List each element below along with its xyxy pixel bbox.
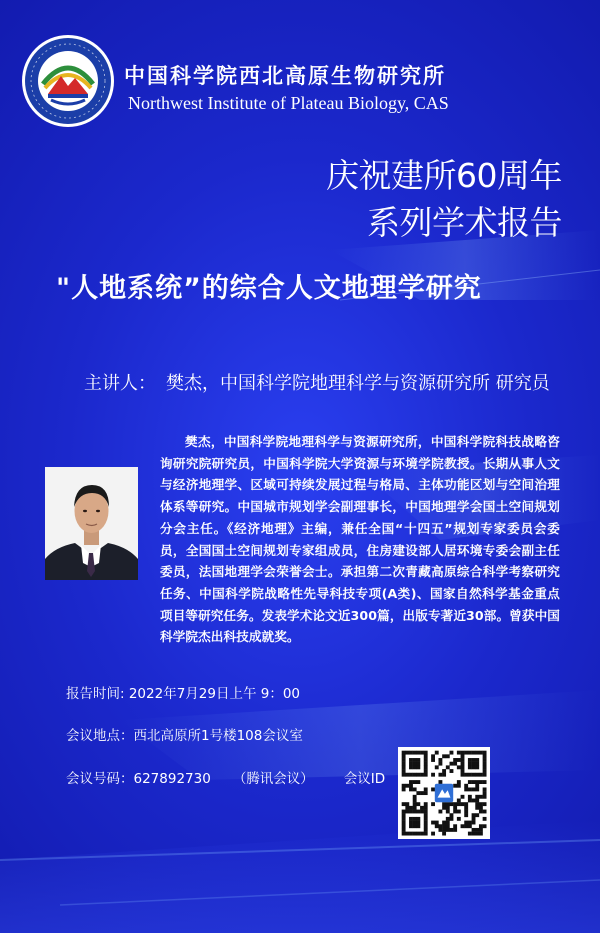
qr-module — [479, 828, 483, 832]
qr-module — [420, 832, 424, 836]
qr-module — [472, 751, 476, 755]
qr-module — [438, 828, 442, 832]
qr-module — [424, 773, 428, 777]
qr-module — [483, 765, 487, 769]
qr-module — [413, 810, 417, 814]
qr-module — [475, 765, 479, 769]
qr-module — [442, 824, 446, 828]
qr-module — [457, 780, 461, 784]
qr-module — [479, 810, 483, 814]
qr-module — [450, 828, 454, 832]
qr-module — [468, 787, 472, 791]
qr-module — [461, 824, 465, 828]
qr-module — [483, 817, 487, 821]
qr-module — [446, 765, 450, 769]
qr-module — [431, 773, 435, 777]
qr-module — [472, 832, 476, 836]
qr-module — [416, 821, 420, 825]
qr-module — [464, 824, 468, 828]
qr-module — [424, 828, 428, 832]
qr-module — [409, 806, 413, 810]
qr-module — [461, 762, 465, 766]
qr-module — [464, 802, 468, 806]
qr-module — [416, 791, 420, 795]
qr-module — [475, 813, 479, 817]
qr-module — [461, 765, 465, 769]
qr-module — [479, 824, 483, 828]
qr-module — [402, 824, 406, 828]
qr-module — [402, 754, 406, 758]
qr-module — [450, 751, 454, 755]
qr-module — [424, 810, 428, 814]
qr-module — [402, 817, 406, 821]
qr-module — [413, 821, 417, 825]
qr-module — [450, 813, 454, 817]
qr-module — [464, 773, 468, 777]
qr-module — [402, 821, 406, 825]
qr-module — [450, 762, 454, 766]
qr-module — [479, 780, 483, 784]
qr-module — [438, 758, 442, 762]
qr-module — [409, 773, 413, 777]
qr-module — [464, 821, 468, 825]
qr-module — [472, 780, 476, 784]
qr-module — [472, 773, 476, 777]
speaker-line — [84, 369, 564, 395]
qr-module — [475, 762, 479, 766]
qr-module — [413, 758, 417, 762]
qr-module — [413, 765, 417, 769]
qr-module — [413, 806, 417, 810]
qr-module — [442, 806, 446, 810]
qr-module — [461, 754, 465, 758]
qr-module — [416, 773, 420, 777]
meeting-id-label: 会议ID — [343, 771, 386, 787]
qr-module — [472, 787, 476, 791]
qr-module — [442, 802, 446, 806]
qr-module — [402, 828, 406, 832]
qr-module — [442, 754, 446, 758]
qr-module — [416, 780, 420, 784]
qr-module — [461, 751, 465, 755]
qr-module — [424, 787, 428, 791]
qr-module — [453, 784, 457, 788]
qr-module — [483, 810, 487, 814]
qr-module — [453, 810, 457, 814]
qr-module — [453, 762, 457, 766]
qr-module — [464, 810, 468, 814]
qr-module — [435, 824, 439, 828]
qr-module — [424, 791, 428, 795]
qr-module — [420, 806, 424, 810]
qr-module — [424, 754, 428, 758]
qr-module — [475, 773, 479, 777]
talk-title: "人地系统”的综合人文地理学研究 — [56, 273, 482, 304]
qr-module — [457, 751, 461, 755]
qr-module — [475, 751, 479, 755]
qr-module — [402, 802, 406, 806]
qr-module — [431, 754, 435, 758]
qr-module — [468, 758, 472, 762]
qr-module — [435, 821, 439, 825]
qr-module — [416, 765, 420, 769]
qr-module — [413, 817, 417, 821]
qr-module — [472, 765, 476, 769]
qr-module — [409, 762, 413, 766]
qr-module — [468, 832, 472, 836]
qr-module — [464, 787, 468, 791]
qr-module — [483, 769, 487, 773]
qr-module — [483, 802, 487, 806]
qr-module — [409, 810, 413, 814]
qr-module — [442, 828, 446, 832]
qr-module — [450, 769, 454, 773]
qr-module — [402, 758, 406, 762]
qr-module — [472, 762, 476, 766]
qr-module — [409, 765, 413, 769]
qr-module — [409, 817, 413, 821]
qr-module — [409, 824, 413, 828]
qr-module — [409, 751, 413, 755]
qr-module — [416, 817, 420, 821]
qr-module — [416, 832, 420, 836]
qr-module — [438, 780, 442, 784]
qr-module — [461, 758, 465, 762]
qr-module — [416, 751, 420, 755]
qr-module — [457, 799, 461, 803]
qr-module — [424, 817, 428, 821]
qr-module — [461, 795, 465, 799]
qr-module — [483, 780, 487, 784]
qr-module — [457, 758, 461, 762]
speaker-bio: 樊杰，中国科学院地理科学与资源研究所，中国科学院科技战略咨询研究院研究员，中国科学院大学资源与环境学院教授。长期从事人文与经济地理学、区域可持续发展过程与格局、主体功能区划与空间治理体系等研究。中国城市规划学会副理事长，中国地理学会国土空间规划分会主任。《经济地理》主编，兼任全国“十四五”规划专家委员会委员，全国国土空间规划专家组成员，住房建设部人居环境专委会副主任委员，法国地理学会荣誉会士。承担第二次青藏高原综合科学考察研究任务、中国科学院战略性先导科技专项(A类)、国家自然科学基金重点项目等研究任务。发表学术论文近300篇，出版专著近30部。曾获中国科学院杰出科技成就奖。 — [160, 434, 560, 645]
speaker-name-affiliation: 樊杰，中国科学院地理科学与资源研究所 研究员 — [166, 373, 550, 394]
qr-module — [409, 758, 413, 762]
qr-module — [424, 824, 428, 828]
qr-module — [424, 821, 428, 825]
qr-module — [461, 773, 465, 777]
event-time: 报告时间: 2022年7月29日上午 9：00 — [66, 686, 301, 702]
institute-logo — [21, 34, 115, 128]
qr-module — [435, 751, 439, 755]
qr-module — [468, 773, 472, 777]
qr-module — [475, 828, 479, 832]
qr-code-pattern — [398, 747, 490, 839]
qr-module — [405, 751, 409, 755]
qr-module — [453, 758, 457, 762]
qr-module — [483, 762, 487, 766]
qr-module — [475, 780, 479, 784]
qr-module — [453, 802, 457, 806]
qr-module — [438, 762, 442, 766]
qr-module — [450, 802, 454, 806]
qr-module — [413, 773, 417, 777]
qr-module — [479, 795, 483, 799]
qr-module — [483, 795, 487, 799]
qr-module — [464, 751, 468, 755]
qr-module — [479, 802, 483, 806]
qr-module — [483, 824, 487, 828]
qr-module — [475, 795, 479, 799]
institute-name-cn: 中国科学院西北高原生物研究所 — [124, 63, 446, 88]
qr-module — [424, 762, 428, 766]
qr-module — [424, 813, 428, 817]
qr-module — [435, 765, 439, 769]
qr-module — [483, 758, 487, 762]
event-title-line2: 系列学术报告 — [367, 203, 562, 242]
meeting-number: 会议号码：627892730 — [66, 771, 211, 787]
qr-module — [483, 754, 487, 758]
qr-module — [424, 832, 428, 836]
qr-module — [464, 784, 468, 788]
qr-module — [472, 799, 476, 803]
qr-module — [409, 787, 413, 791]
qr-module — [475, 806, 479, 810]
speaker-photo — [45, 467, 138, 580]
qr-module — [453, 824, 457, 828]
meeting-platform: （腾讯会议） — [232, 771, 314, 787]
qr-module — [442, 769, 446, 773]
event-title-line1: 庆祝建所60周年 — [326, 156, 562, 195]
qr-module — [413, 751, 417, 755]
speaker-label: 主讲人： — [84, 373, 156, 394]
qr-module — [424, 806, 428, 810]
qr-module — [446, 806, 450, 810]
qr-module — [483, 773, 487, 777]
qr-module — [420, 810, 424, 814]
meeting-info — [66, 767, 385, 787]
qr-module — [483, 751, 487, 755]
institute-name-en: Northwest Institute of Plateau Biology, CAS — [128, 93, 449, 113]
qr-module — [475, 802, 479, 806]
qr-module — [475, 832, 479, 836]
qr-module — [479, 832, 483, 836]
qr-module — [413, 799, 417, 803]
meeting-qr-code[interactable] — [398, 747, 490, 839]
qr-module — [431, 802, 435, 806]
qr-module — [409, 780, 413, 784]
qr-module — [483, 791, 487, 795]
qr-module — [424, 802, 428, 806]
qr-module — [472, 828, 476, 832]
qr-module — [468, 795, 472, 799]
qr-module — [416, 758, 420, 762]
qr-module — [409, 832, 413, 836]
qr-module — [479, 751, 483, 755]
qr-module — [472, 821, 476, 825]
qr-module — [457, 810, 461, 814]
qr-module — [402, 773, 406, 777]
qr-module — [402, 832, 406, 836]
qr-module — [446, 824, 450, 828]
qr-module — [479, 806, 483, 810]
qr-module — [475, 758, 479, 762]
qr-module — [402, 769, 406, 773]
qr-module — [416, 810, 420, 814]
qr-module — [475, 784, 479, 788]
qr-module — [416, 802, 420, 806]
qr-module — [405, 802, 409, 806]
qr-module — [402, 813, 406, 817]
qr-module — [420, 773, 424, 777]
qr-module — [442, 821, 446, 825]
qr-module — [472, 813, 476, 817]
qr-module — [472, 817, 476, 821]
qr-module — [416, 824, 420, 828]
qr-module — [446, 821, 450, 825]
qr-module — [416, 762, 420, 766]
qr-module — [424, 751, 428, 755]
qr-module — [468, 799, 472, 803]
event-location: 会议地点：西北高原所1号楼108会议室 — [66, 728, 303, 744]
qr-module — [475, 787, 479, 791]
qr-module — [413, 787, 417, 791]
qr-module — [420, 751, 424, 755]
qr-module — [446, 817, 450, 821]
qr-module — [424, 758, 428, 762]
qr-module — [431, 758, 435, 762]
qr-module — [475, 799, 479, 803]
qr-module — [483, 787, 487, 791]
qr-module — [402, 751, 406, 755]
qr-module — [405, 784, 409, 788]
qr-module — [446, 754, 450, 758]
qr-module — [413, 795, 417, 799]
qr-module — [413, 762, 417, 766]
qr-module — [461, 769, 465, 773]
qr-module — [405, 806, 409, 810]
qr-module — [457, 784, 461, 788]
qr-module — [431, 787, 435, 791]
qr-module — [442, 832, 446, 836]
qr-module — [457, 765, 461, 769]
qr-module — [450, 817, 454, 821]
qr-module — [402, 762, 406, 766]
qr-module — [464, 813, 468, 817]
qr-module — [431, 832, 435, 836]
qr-module — [413, 802, 417, 806]
qr-module — [431, 821, 435, 825]
qr-module — [413, 780, 417, 784]
qr-module — [461, 802, 465, 806]
qr-module — [453, 806, 457, 810]
qr-module — [402, 765, 406, 769]
qr-module — [438, 810, 442, 814]
qr-module — [468, 751, 472, 755]
qr-module — [413, 832, 417, 836]
qr-module — [468, 780, 472, 784]
qr-module — [405, 810, 409, 814]
qr-module — [424, 765, 428, 769]
qr-module — [402, 784, 406, 788]
qr-module — [457, 817, 461, 821]
qr-module — [468, 821, 472, 825]
qr-module — [446, 810, 450, 814]
qr-module — [442, 773, 446, 777]
qr-module — [413, 824, 417, 828]
qr-module — [457, 802, 461, 806]
qr-module — [402, 787, 406, 791]
qr-module — [468, 765, 472, 769]
qr-module — [453, 828, 457, 832]
qr-module — [402, 810, 406, 814]
qr-module — [409, 784, 413, 788]
qr-module — [464, 806, 468, 810]
qr-module — [420, 791, 424, 795]
qr-module — [472, 758, 476, 762]
qr-module — [479, 773, 483, 777]
qr-module — [446, 828, 450, 832]
qr-module — [438, 824, 442, 828]
qr-module — [409, 821, 413, 825]
qr-module — [468, 762, 472, 766]
qr-module — [468, 824, 472, 828]
qr-module — [446, 802, 450, 806]
qr-module — [405, 773, 409, 777]
qr-module — [438, 773, 442, 777]
qr-module — [424, 769, 428, 773]
qr-module — [405, 832, 409, 836]
